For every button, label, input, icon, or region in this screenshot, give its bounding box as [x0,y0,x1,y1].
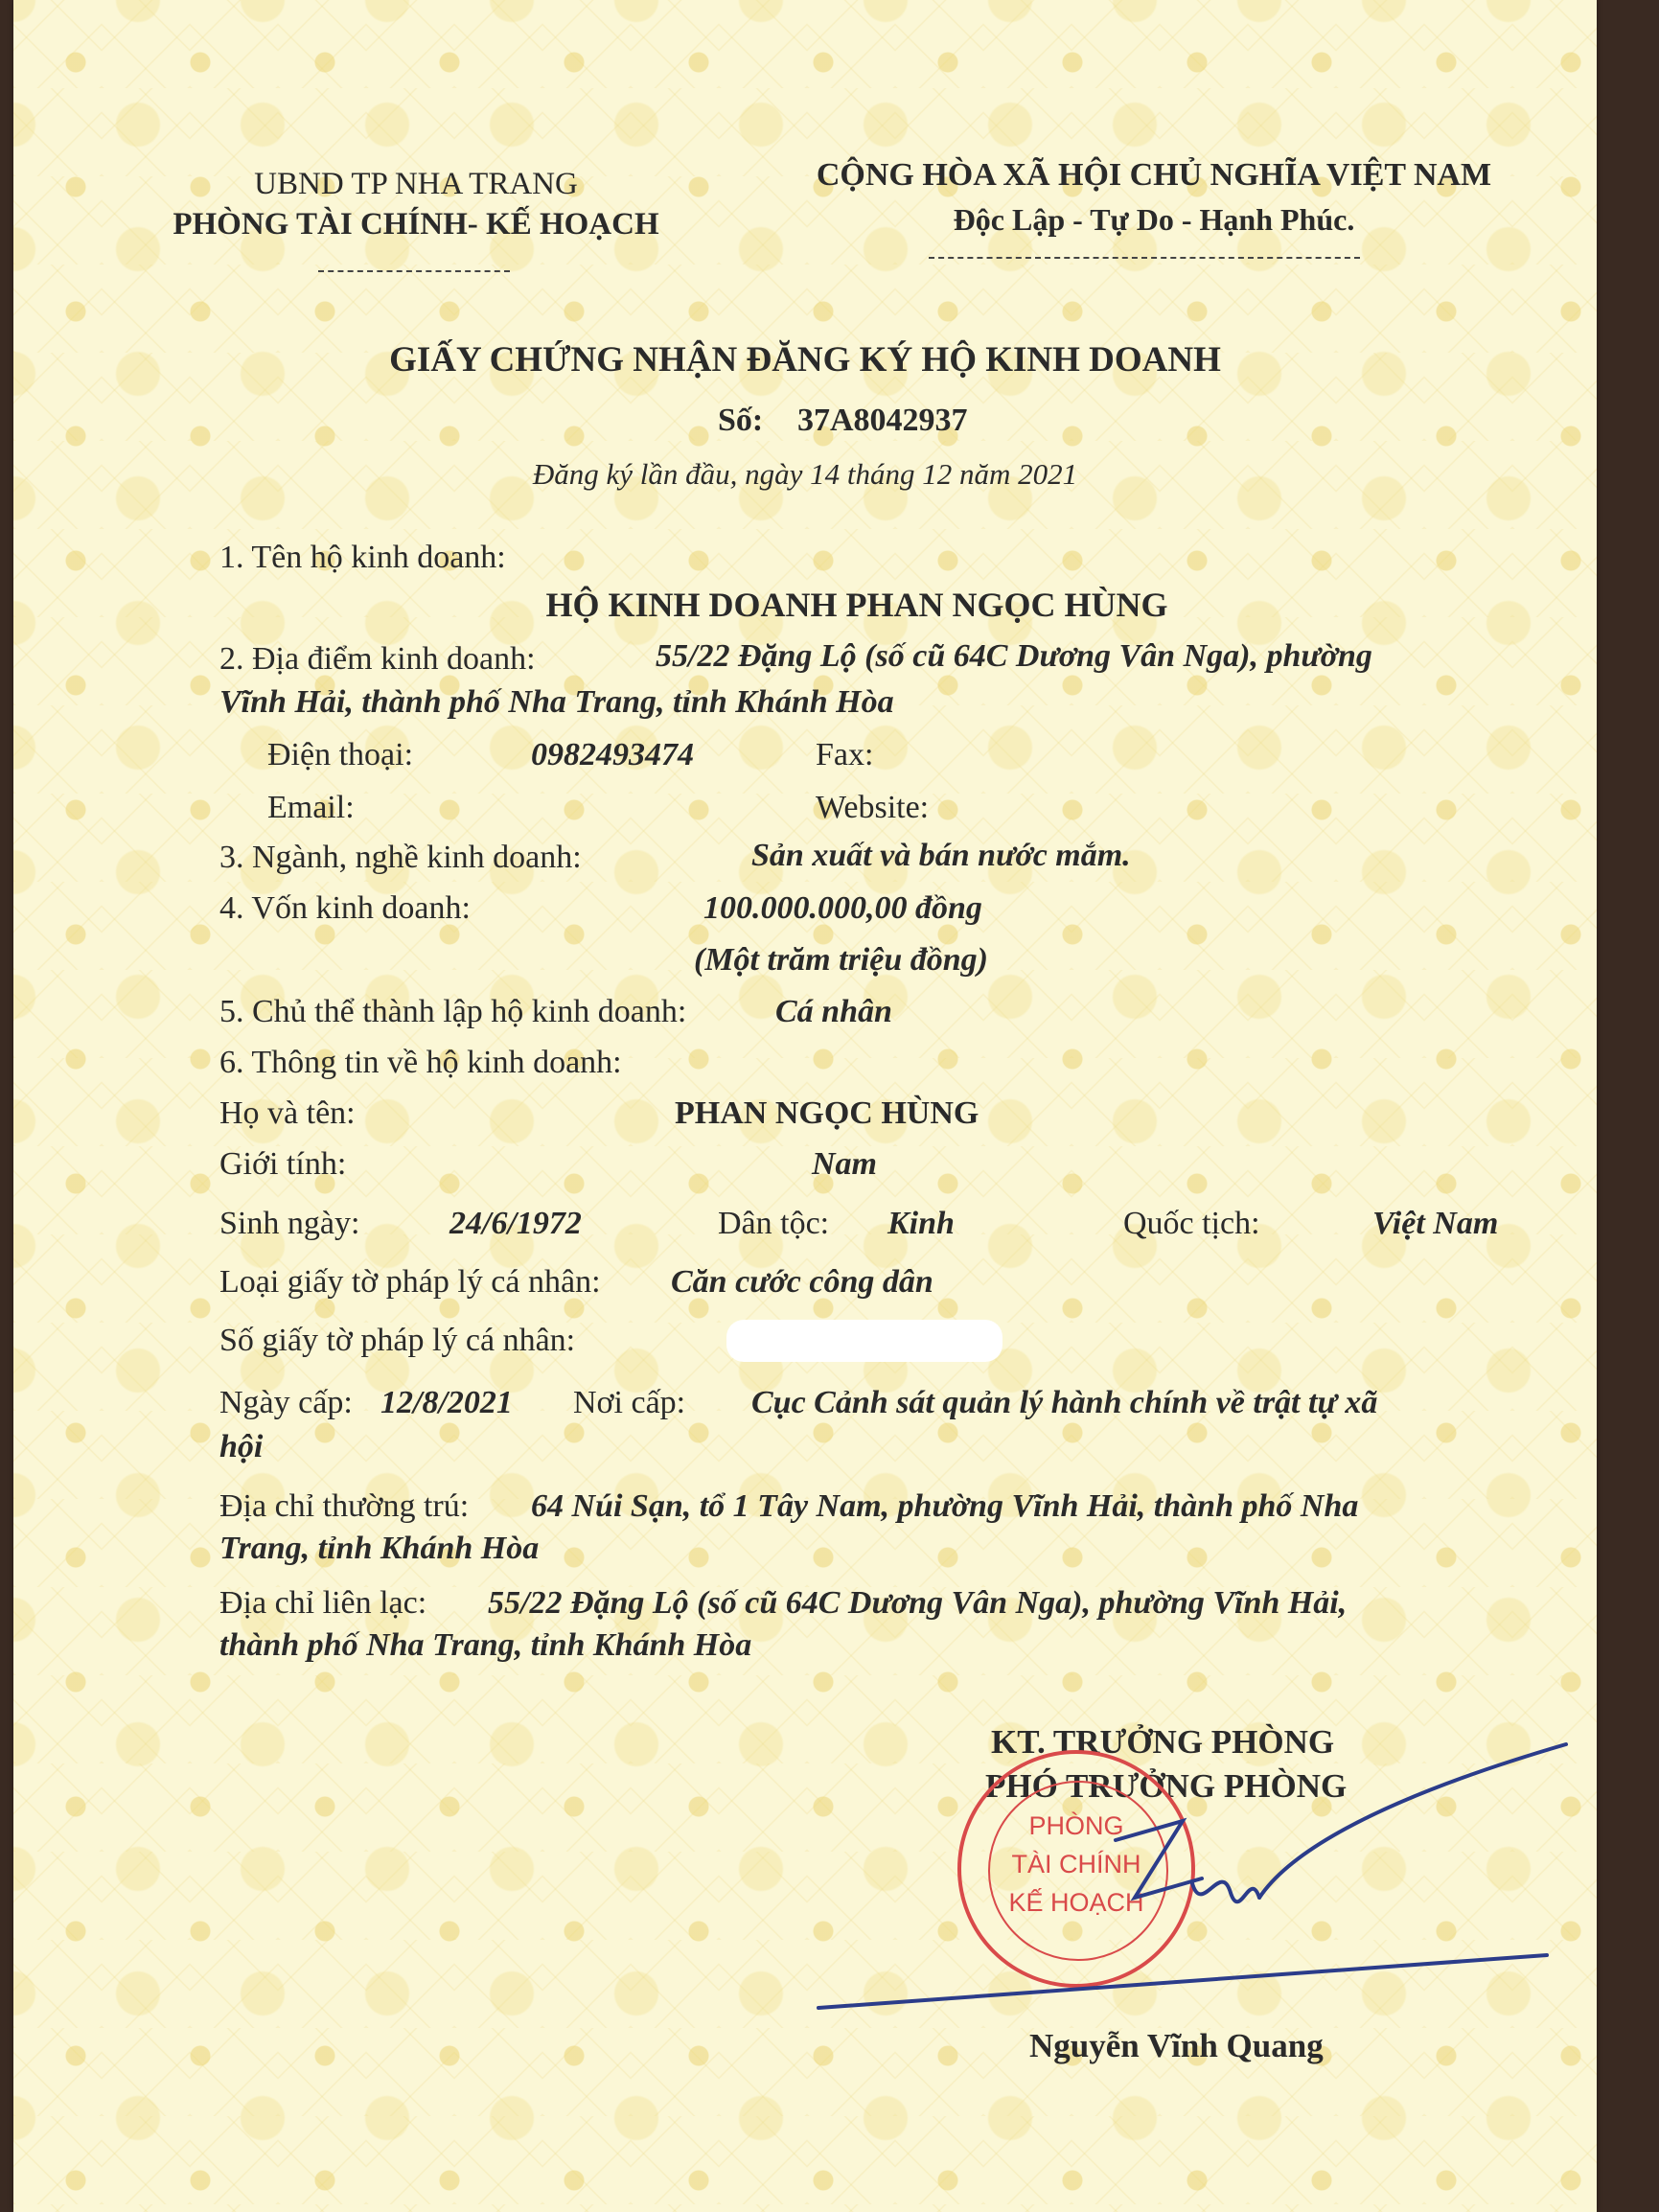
header-right-line1: CỘNG HÒA XÃ HỘI CHỦ NGHĨA VIỆT NAM [816,157,1492,193]
section1-label: 1. Tên hộ kinh doanh: [219,540,506,575]
header-left-line1: UBND TP NHA TRANG [254,167,578,201]
section6-label: 6. Thông tin về hộ kinh doanh: [219,1045,622,1080]
stamp-line3: KẾ HOẠCH [1008,1888,1144,1917]
issue-date-value: 12/8/2021 [380,1385,513,1420]
fax-label: Fax: [816,737,874,772]
header-left-line2: PHÒNG TÀI CHÍNH- KẾ HOẠCH [173,207,659,242]
phone-label: Điện thoại: [267,737,414,772]
owner-name-value: PHAN NGỌC HÙNG [675,1095,979,1131]
permanent-address-label: Địa chỉ thường trú: [219,1488,470,1524]
signature-title-line2: PHÓ TRƯỞNG PHÒNG [985,1767,1348,1805]
capital-words: (Một trăm triệu đồng) [694,942,988,978]
handwritten-signature [799,1725,1585,2022]
header-left-divider [318,270,510,272]
issue-date-label: Ngày cấp: [219,1385,353,1420]
redacted-id-number [726,1320,1002,1362]
document-title: GIẤY CHỨNG NHẬN ĐĂNG KÝ HỘ KINH DOANH [389,340,1221,380]
issue-place-line1: Cục Cảnh sát quản lý hành chính về trật tự xã [751,1385,1378,1420]
section3-label: 3. Ngành, nghề kinh doanh: [219,840,582,875]
phone-value: 0982493474 [531,737,694,772]
registration-note: Đăng ký lần đầu, ngày 14 tháng 12 năm 2021 [532,457,1078,491]
ethnic-label: Dân tộc: [718,1206,830,1241]
id-type-value: Căn cước công dân [671,1264,933,1300]
section4-label: 4. Vốn kinh doanh: [219,890,471,926]
certificate-paper [13,0,1597,2212]
section5-label: 5. Chủ thể thành lập hộ kinh doanh: [219,994,687,1029]
contact-address-line1: 55/22 Đặng Lộ (số cũ 64C Dương Vân Nga), phường Vĩnh Hải, [488,1585,1348,1621]
permanent-address-line1: 64 Núi Sạn, tổ 1 Tây Nam, phường Vĩnh Hải, thành phố Nha [531,1488,1359,1524]
contact-address-line2: thành phố Nha Trang, tỉnh Khánh Hòa [219,1627,752,1663]
permanent-address-line2: Trang, tỉnh Khánh Hòa [219,1531,540,1566]
stamp-line2: TÀI CHÍNH [1011,1850,1141,1878]
capital-value: 100.000.000,00 đồng [703,890,982,926]
issue-place-label: Nơi cấp: [573,1385,686,1420]
header-right-line2: Độc Lập - Tự Do - Hạnh Phúc. [953,202,1355,237]
dob-value: 24/6/1972 [449,1206,582,1241]
dob-label: Sinh ngày: [219,1206,360,1241]
number-label: Số: [718,403,764,438]
founder-type-value: Cá nhân [775,994,892,1029]
id-number-label: Số giấy tờ pháp lý cá nhân: [219,1323,576,1358]
nationality-value: Việt Nam [1372,1206,1499,1241]
business-address-line1: 55/22 Đặng Lộ (số cũ 64C Dương Vân Nga), phường [656,638,1372,674]
ethnic-value: Kinh [887,1206,955,1241]
business-address-line2: Vĩnh Hải, thành phố Nha Trang, tỉnh Khánh Hòa [219,684,894,720]
signer-name: Nguyễn Vĩnh Quang [1029,2027,1324,2064]
gender-value: Nam [812,1146,877,1182]
email-label: Email: [267,790,355,825]
website-label: Website: [816,790,930,825]
gender-label: Giới tính: [219,1146,347,1182]
header-right-divider [929,257,1360,259]
contact-address-label: Địa chỉ liên lạc: [219,1585,427,1621]
stamp-line1: PHÒNG [1028,1811,1124,1840]
business-name: HỘ KINH DOANH PHAN NGỌC HÙNG [545,586,1168,624]
issue-place-line2: hội [219,1429,264,1464]
owner-name-label: Họ và tên: [219,1095,356,1131]
number-value: 37A8042937 [797,403,968,438]
nationality-label: Quốc tịch: [1123,1206,1260,1241]
id-type-label: Loại giấy tờ pháp lý cá nhân: [219,1264,601,1300]
signature-title-line1: KT. TRƯỞNG PHÒNG [991,1723,1335,1761]
business-line-value: Sản xuất và bán nước mắm. [751,838,1131,873]
section2-label: 2. Địa điểm kinh doanh: [219,641,536,677]
